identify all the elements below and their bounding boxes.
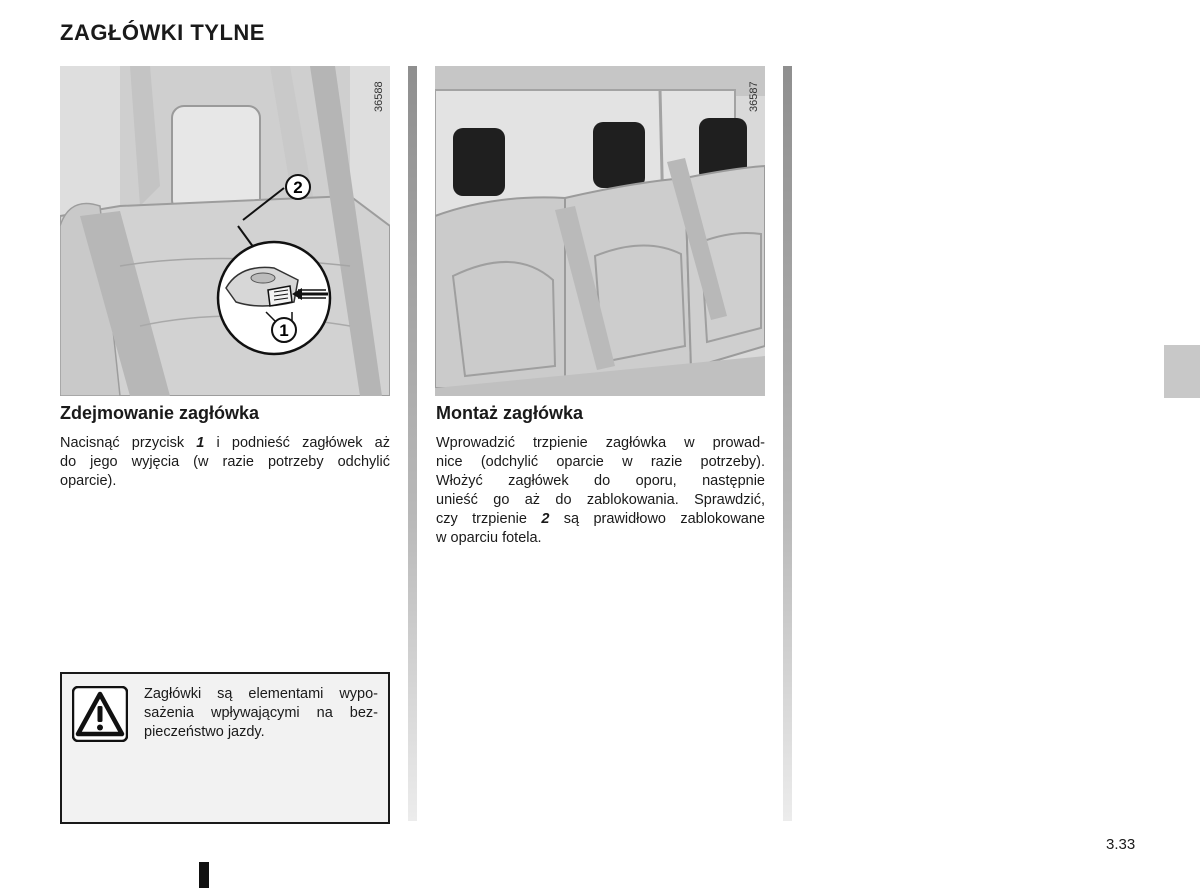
installation-body [436, 434, 765, 548]
removal-line-2: do jego wyjęcia (w razie potrzeby odchylić [60, 454, 390, 470]
page-title: ZAGŁÓWKI TYLNE [60, 20, 265, 45]
page-number: 3.33 [1106, 836, 1136, 853]
warning-line-2: sażenia wpływającymi na bez- [144, 705, 378, 721]
warning-line-3: pieczeństwo jazdy. [144, 724, 265, 740]
footer-mark [199, 862, 209, 888]
installation-line-2: nice (odchylić oparcie w razie potrzeby). [436, 454, 765, 470]
removal-line-1: Nacisnąć przycisk 1 i podnieść zagłówek aż [60, 435, 390, 451]
installation-heading: Montaż zagłówka [436, 403, 584, 423]
left-image-code: 36588 [373, 81, 385, 112]
callout-1-label: 1 [279, 321, 289, 340]
installation-line-5: czy trzpienie 2 są prawidłowo zablokowane [436, 511, 765, 527]
installation-line-6: w oparciu fotela. [436, 530, 542, 546]
callout-2-label: 2 [293, 178, 303, 197]
column-divider-right [783, 66, 792, 821]
warning-triangle-icon [72, 686, 128, 742]
column-divider-left [408, 66, 417, 821]
safety-warning-box [60, 672, 390, 824]
warning-line-1: Zagłówki są elementami wypo- [144, 686, 378, 702]
installation-line-4: unieść go aż do zablokowania. Sprawdzić, [436, 492, 765, 508]
chapter-side-tab [1164, 345, 1200, 398]
removal-heading: Zdejmowanie zagłówka [60, 403, 260, 423]
removal-body [60, 434, 390, 491]
right-image-code: 36587 [748, 81, 760, 112]
removal-line-3: oparcie). [60, 473, 117, 489]
installation-line-3: Włożyć zagłówek do oporu, następnie [436, 473, 765, 489]
headrest-removal-illustration [60, 66, 390, 396]
headrest-installation-illustration [435, 66, 765, 396]
warning-text [144, 685, 378, 742]
installation-line-1: Wprowadzić trzpienie zagłówka w prowad- [436, 435, 765, 451]
